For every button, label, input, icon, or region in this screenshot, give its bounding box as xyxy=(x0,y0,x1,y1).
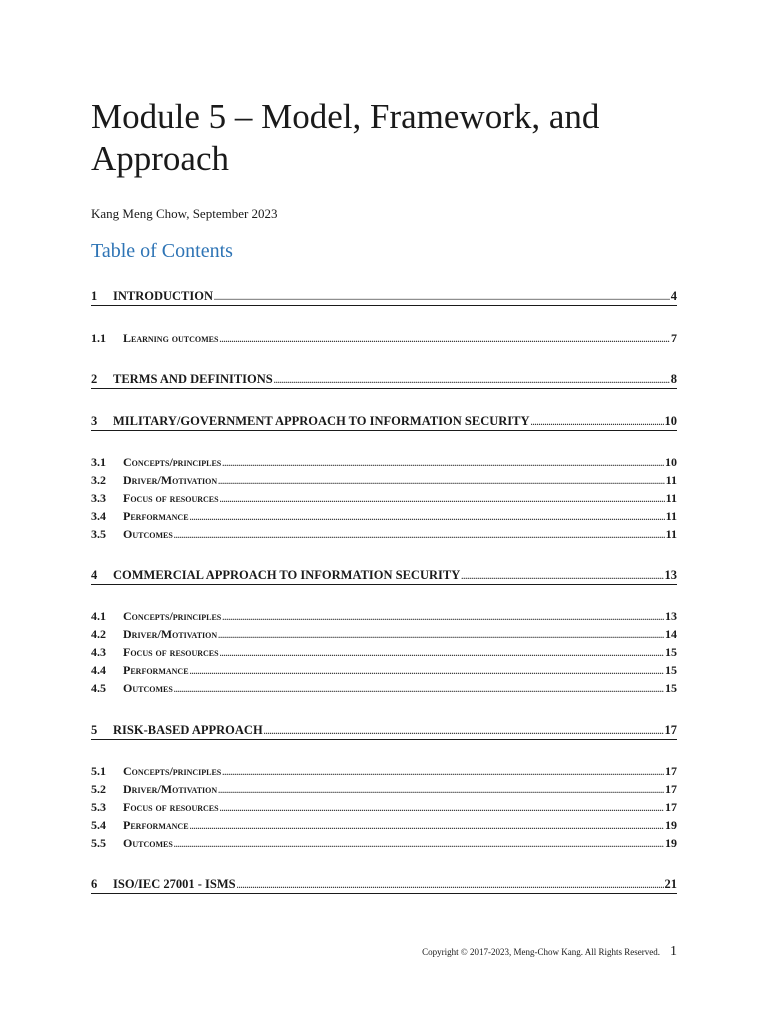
toc-entry-label: Focus of resources xyxy=(123,800,219,814)
toc-entry[interactable] xyxy=(91,645,677,660)
toc-entry[interactable] xyxy=(91,877,677,894)
toc-entry-label: Learning outcomes xyxy=(123,331,219,345)
toc-entry[interactable] xyxy=(91,509,677,524)
toc-dot-leader xyxy=(274,376,670,385)
toc-entry-number: 5.2 xyxy=(91,782,106,796)
toc-entry-label: COMMERCIAL APPROACH TO INFORMATION SECURITY xyxy=(113,568,461,582)
toc-entry-label: Performance xyxy=(123,818,189,832)
toc-entry-page: 8 xyxy=(670,372,677,386)
toc-entry-page: 17 xyxy=(665,764,677,778)
toc-dot-leader xyxy=(222,459,664,468)
toc-entry-number: 1.1 xyxy=(91,331,106,345)
toc-entry[interactable] xyxy=(91,764,677,779)
toc-entry-label: ISO/IEC 27001 - ISMS xyxy=(113,877,236,891)
toc-entry[interactable] xyxy=(91,455,677,470)
toc-entry-label: Concepts/principles xyxy=(123,609,222,623)
toc-entry-page: 11 xyxy=(665,509,677,523)
toc-entry-label: Outcomes xyxy=(123,836,173,850)
toc-entry[interactable] xyxy=(91,800,677,815)
toc-entry[interactable] xyxy=(91,289,677,306)
toc-entry-number: 4.2 xyxy=(91,627,106,641)
toc-entry-label: Focus of resources xyxy=(123,491,219,505)
toc-entry-number: 5.5 xyxy=(91,836,106,850)
toc-entry-number: 5.1 xyxy=(91,764,106,778)
toc-entry[interactable] xyxy=(91,723,677,740)
toc-entry[interactable] xyxy=(91,782,677,797)
page-footer xyxy=(422,944,677,960)
toc-entry[interactable] xyxy=(91,836,677,851)
toc-dot-leader xyxy=(220,495,665,504)
toc-dot-leader xyxy=(174,531,665,540)
toc-entry-number: 3.3 xyxy=(91,491,106,505)
toc-entry-label: Driver/Motivation xyxy=(123,473,218,487)
toc-entry-label: Performance xyxy=(123,509,189,523)
toc-entry-page: 17 xyxy=(665,800,677,814)
toc-entry[interactable] xyxy=(91,372,677,389)
toc-entry-page: 11 xyxy=(665,491,677,505)
toc-entry-number: 4.1 xyxy=(91,609,106,623)
toc-entry-number: 6 xyxy=(91,877,98,891)
toc-entry[interactable] xyxy=(91,473,677,488)
toc-dot-leader xyxy=(220,804,664,813)
toc-dot-leader xyxy=(461,572,663,581)
toc-entry-label: Focus of resources xyxy=(123,645,219,659)
toc-entry-number: 4.5 xyxy=(91,681,106,695)
toc-entry-number: 3.4 xyxy=(91,509,106,523)
toc-entry-page: 13 xyxy=(665,609,677,623)
toc-dot-leader xyxy=(174,840,664,849)
page-number: 1 xyxy=(670,944,677,959)
toc-entry-page: 13 xyxy=(664,568,677,582)
toc-dot-leader xyxy=(190,513,665,522)
toc-dot-leader xyxy=(219,335,670,344)
toc-entry-label: Outcomes xyxy=(123,681,173,695)
toc-entry-page: 10 xyxy=(665,455,677,469)
toc-entry-number: 3.1 xyxy=(91,455,106,469)
toc-entry-page: 7 xyxy=(671,331,677,345)
toc-entry-page: 19 xyxy=(665,836,677,850)
toc-entry-label: Driver/Motivation xyxy=(123,627,218,641)
author-line: Kang Meng Chow, September 2023 xyxy=(91,206,278,221)
toc-dot-leader xyxy=(531,418,664,427)
toc-entry-label: Performance xyxy=(123,663,189,677)
toc-entry[interactable] xyxy=(91,491,677,506)
toc-entry-number: 5 xyxy=(91,723,98,737)
copyright-notice: Copyright © 2017-2023, Meng-Chow Kang. All Rights Reserved. xyxy=(422,947,660,957)
toc-entry-page: 17 xyxy=(665,782,677,796)
toc-entry-label: Outcomes xyxy=(123,527,173,541)
toc-entry-label: MILITARY/GOVERNMENT APPROACH TO INFORMATION SECURITY xyxy=(113,414,530,428)
toc-entry[interactable] xyxy=(91,627,677,642)
toc-entry-number: 2 xyxy=(91,372,98,386)
toc-entry[interactable] xyxy=(91,681,677,696)
toc-entry-page: 14 xyxy=(665,627,677,641)
toc-entry-page: 21 xyxy=(664,877,677,891)
toc-entry-label: TERMS AND DEFINITIONS xyxy=(113,372,273,386)
toc-dot-leader xyxy=(214,293,670,302)
toc-dot-leader xyxy=(190,822,664,831)
toc-dot-leader xyxy=(174,685,664,694)
toc-dot-leader xyxy=(218,786,664,795)
toc-entry-label: Concepts/principles xyxy=(123,455,222,469)
toc-dot-leader xyxy=(190,667,664,676)
toc-entry-page: 15 xyxy=(665,681,677,695)
toc-entry[interactable] xyxy=(91,568,677,585)
toc-dot-leader xyxy=(237,881,664,890)
toc-entry-page: 15 xyxy=(665,663,677,677)
toc-heading: Table of Contents xyxy=(91,240,233,262)
toc-entry-page: 4 xyxy=(670,289,677,303)
toc-entry-page: 10 xyxy=(664,414,677,428)
toc-entry-page: 11 xyxy=(665,527,677,541)
toc-entry[interactable] xyxy=(91,527,677,542)
toc-entry[interactable] xyxy=(91,414,677,431)
toc-entry-number: 4.3 xyxy=(91,645,106,659)
toc-entry-label: RISK-BASED APPROACH xyxy=(113,723,263,737)
toc-entry-page: 19 xyxy=(665,818,677,832)
toc-dot-leader xyxy=(222,613,664,622)
toc-entry-page: 15 xyxy=(665,645,677,659)
toc-dot-leader xyxy=(264,727,664,736)
toc-entry-number: 1 xyxy=(91,289,98,303)
toc-entry-page: 17 xyxy=(664,723,677,737)
toc-entry-label: INTRODUCTION xyxy=(113,289,214,303)
toc-entry[interactable] xyxy=(91,663,677,678)
toc-entry-number: 4 xyxy=(91,568,98,582)
toc-entry[interactable] xyxy=(91,331,677,346)
toc-entry[interactable] xyxy=(91,609,677,624)
toc-entry-number: 5.3 xyxy=(91,800,106,814)
toc-entry-label: Concepts/principles xyxy=(123,764,222,778)
toc-dot-leader xyxy=(220,649,664,658)
toc-entry-label: Driver/Motivation xyxy=(123,782,218,796)
toc-dot-leader xyxy=(218,477,664,486)
toc-entry-number: 3.2 xyxy=(91,473,106,487)
toc-entry-number: 5.4 xyxy=(91,818,106,832)
toc-dot-leader xyxy=(222,768,664,777)
toc-entry[interactable] xyxy=(91,818,677,833)
toc-entry-number: 3 xyxy=(91,414,98,428)
document-title: Module 5 – Model, Framework, and Approach xyxy=(91,97,600,178)
toc-entry-number: 4.4 xyxy=(91,663,106,677)
toc-entry-page: 11 xyxy=(665,473,677,487)
toc-entry-number: 3.5 xyxy=(91,527,106,541)
toc-dot-leader xyxy=(218,631,664,640)
